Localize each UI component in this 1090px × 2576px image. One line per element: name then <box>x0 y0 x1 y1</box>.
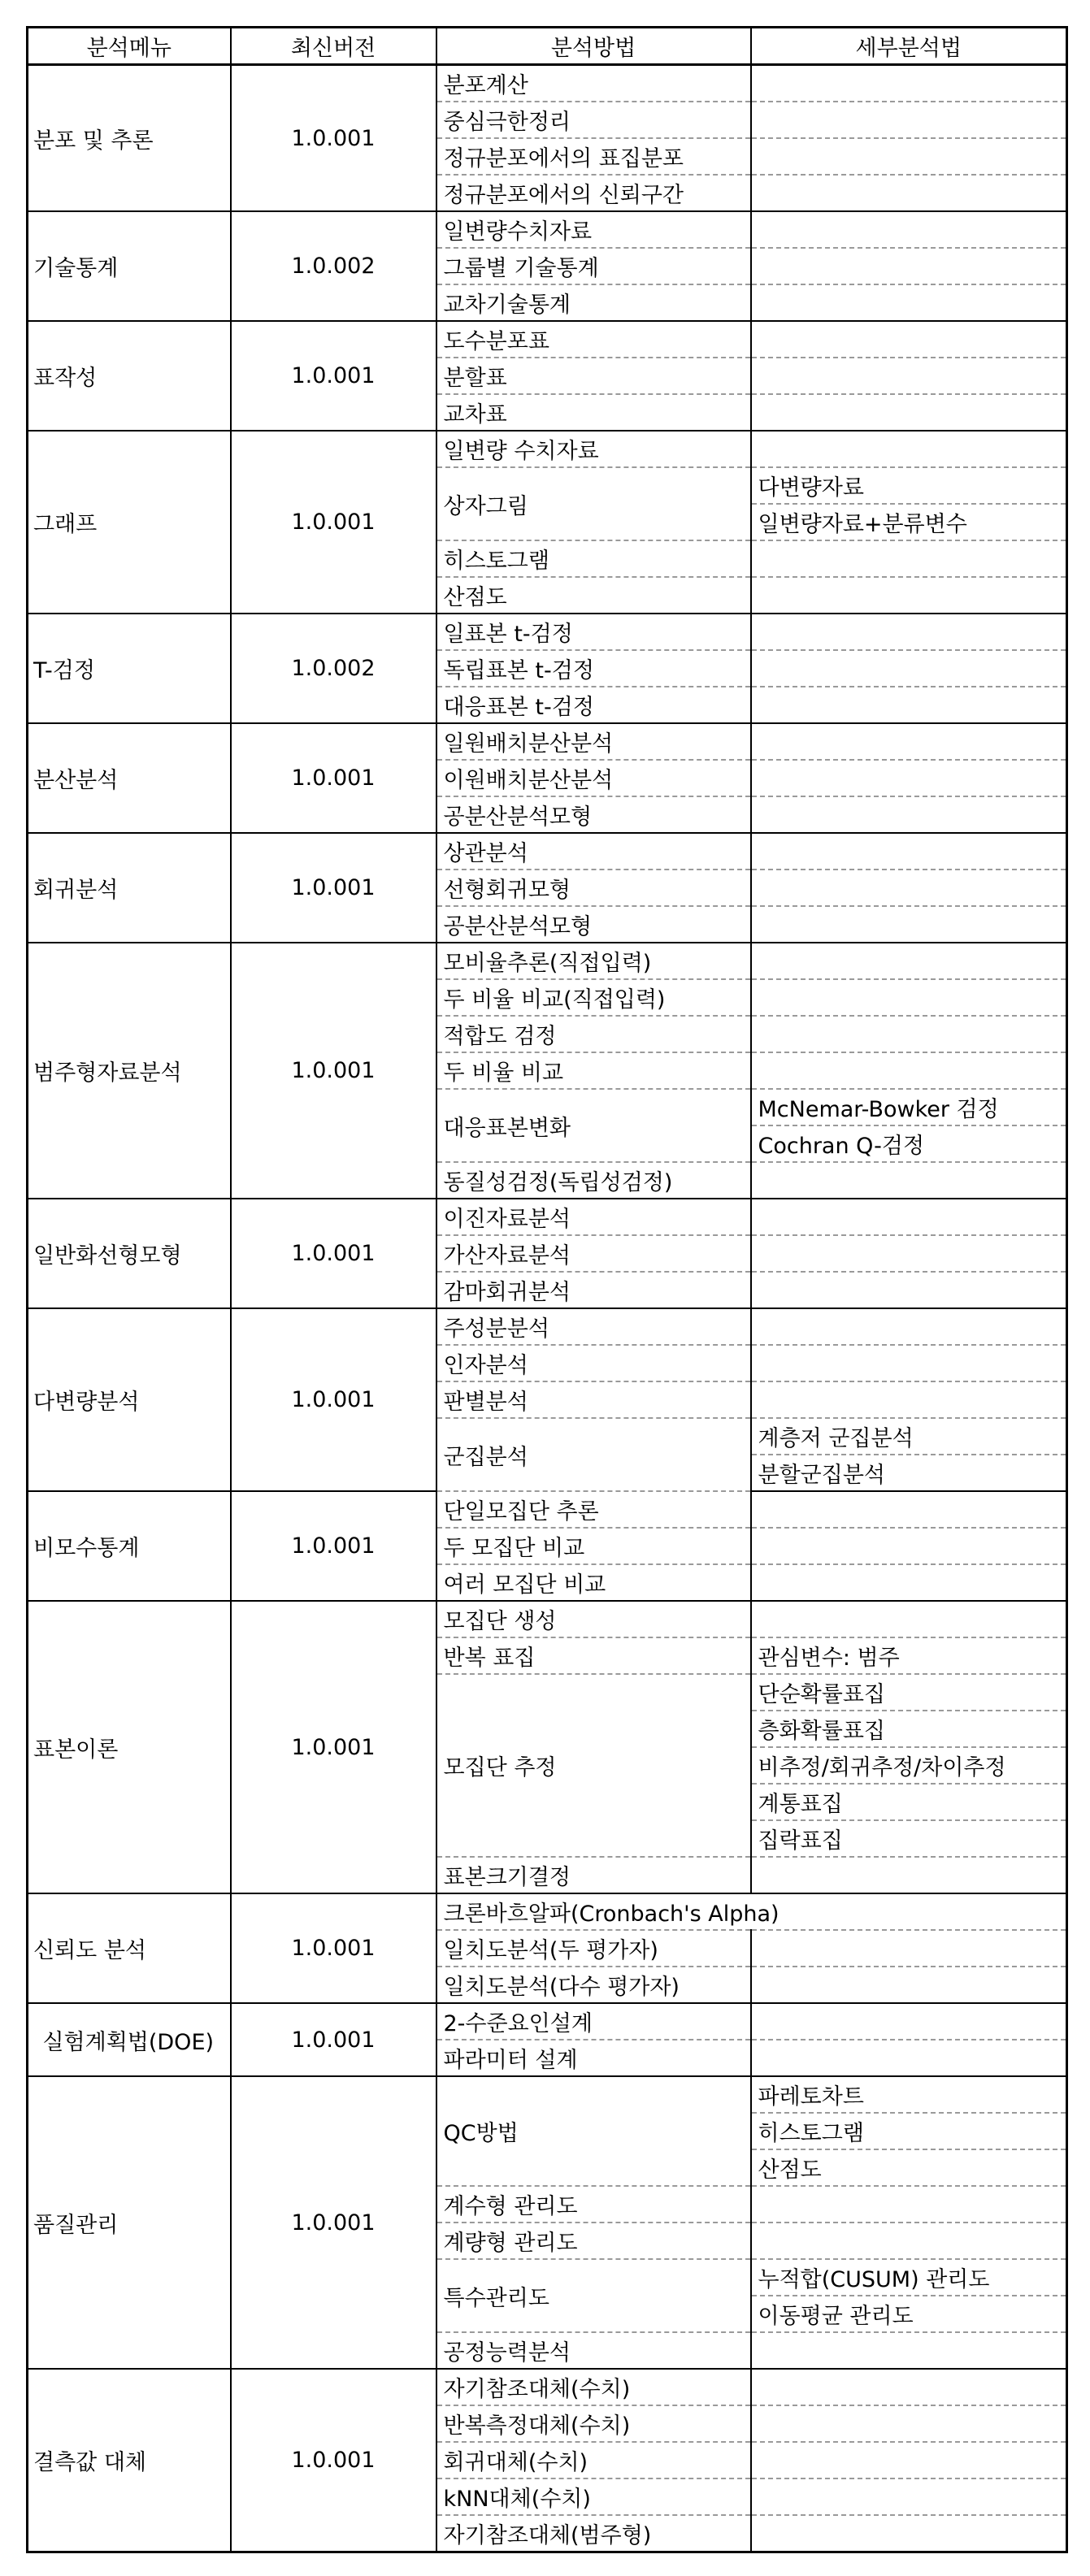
menu-name: 실험계획법(DOE) <box>28 2003 231 2076</box>
detail-method <box>751 2478 1067 2515</box>
detail-method <box>751 431 1067 467</box>
detail-method <box>751 2223 1067 2259</box>
detail-method <box>751 2442 1067 2478</box>
version: 1.0.001 <box>231 833 436 943</box>
detail-method: McNemar-Bowker 검정 <box>751 1089 1067 1125</box>
table-row <box>28 2076 1067 2113</box>
analysis-method: 인자분석 <box>436 1345 751 1381</box>
detail-method <box>751 540 1067 577</box>
analysis-method: 일치도분석(다수 평가자) <box>436 1967 751 2003</box>
analysis-method: 산점도 <box>436 577 751 614</box>
detail-method: 히스토그램 <box>751 2113 1067 2149</box>
detail-method <box>751 1308 1067 1345</box>
analysis-method: 반복 표집 <box>436 1637 751 1674</box>
detail-method: 단순확률표집 <box>751 1674 1067 1711</box>
header-version: 최신버전 <box>231 28 436 65</box>
table-row <box>28 431 1067 467</box>
header-method: 분석방법 <box>436 28 751 65</box>
table-body <box>28 65 1067 2552</box>
detail-method <box>751 614 1067 650</box>
detail-method <box>751 1162 1067 1199</box>
table-row <box>28 2003 1067 2040</box>
version: 1.0.001 <box>231 723 436 833</box>
detail-method <box>751 2003 1067 2040</box>
analysis-method: kNN대체(수치) <box>436 2478 751 2515</box>
analysis-method: 분포계산 <box>436 65 751 102</box>
analysis-method: 모비율추론(직접입력) <box>436 943 751 979</box>
detail-method <box>751 2515 1067 2552</box>
detail-method <box>751 1930 1067 1967</box>
version: 1.0.001 <box>231 431 436 614</box>
detail-method <box>751 65 1067 102</box>
detail-method <box>751 1016 1067 1052</box>
analysis-method: 공분산분석모형 <box>436 796 751 833</box>
analysis-method: 두 비율 비교(직접입력) <box>436 979 751 1016</box>
version: 1.0.001 <box>231 2076 436 2369</box>
detail-method <box>751 1235 1067 1272</box>
analysis-method: 계량형 관리도 <box>436 2223 751 2259</box>
menu-name: 분포 및 추론 <box>28 65 231 212</box>
menu-name: 분산분석 <box>28 723 231 833</box>
analysis-method: 여러 모집단 비교 <box>436 1564 751 1601</box>
analysis-method: 히스토그램 <box>436 540 751 577</box>
version: 1.0.001 <box>231 943 436 1199</box>
table-row <box>28 1893 1067 1930</box>
detail-method: 일변량자료+분류변수 <box>751 504 1067 540</box>
analysis-method: 크론바흐알파(Cronbach's Alpha) <box>436 1893 1067 1930</box>
analysis-method: 2-수준요인설계 <box>436 2003 751 2040</box>
detail-method <box>751 175 1067 211</box>
detail-method <box>751 1199 1067 1235</box>
detail-method: 집락표집 <box>751 1820 1067 1857</box>
version: 1.0.001 <box>231 1893 436 2003</box>
detail-method <box>751 1564 1067 1601</box>
analysis-method: 자기참조대체(수치) <box>436 2369 751 2405</box>
table-row <box>28 211 1067 248</box>
analysis-method: 중심극한정리 <box>436 102 751 138</box>
menu-name: 일반화선형모형 <box>28 1199 231 1308</box>
detail-method <box>751 577 1067 614</box>
menu-name: 신뢰도 분석 <box>28 1893 231 2003</box>
analysis-method: 교차표 <box>436 394 751 431</box>
detail-method: 분할군집분석 <box>751 1455 1067 1491</box>
detail-method: 누적합(CUSUM) 관리도 <box>751 2259 1067 2296</box>
detail-method <box>751 1052 1067 1089</box>
analysis-method: 대응표본 t-검정 <box>436 687 751 723</box>
analysis-method: 공분산분석모형 <box>436 906 751 943</box>
detail-method: 이동평균 관리도 <box>751 2296 1067 2332</box>
table-header-row <box>28 28 1067 65</box>
menu-name: 품질관리 <box>28 2076 231 2369</box>
detail-method <box>751 1528 1067 1564</box>
table-row <box>28 2369 1067 2405</box>
analysis-method: 파라미터 설계 <box>436 2040 751 2076</box>
menu-name: 기술통계 <box>28 211 231 321</box>
menu-name: 그래프 <box>28 431 231 614</box>
detail-method: 다변량자료 <box>751 467 1067 504</box>
menu-name: 비모수통계 <box>28 1491 231 1601</box>
header-menu: 분석메뉴 <box>28 28 231 65</box>
detail-method <box>751 2369 1067 2405</box>
detail-method <box>751 284 1067 321</box>
detail-method: 계통표집 <box>751 1784 1067 1820</box>
analysis-method: 공정능력분석 <box>436 2332 751 2369</box>
detail-method <box>751 2405 1067 2442</box>
detail-method <box>751 1345 1067 1381</box>
menu-name: 다변량분석 <box>28 1308 231 1491</box>
analysis-method: 동질성검정(독립성검정) <box>436 1162 751 1199</box>
detail-method: Cochran Q-검정 <box>751 1125 1067 1162</box>
detail-method <box>751 687 1067 723</box>
analysis-method: 이원배치분산분석 <box>436 760 751 796</box>
analysis-method: 일표본 t-검정 <box>436 614 751 650</box>
table-row <box>28 65 1067 102</box>
detail-method: 관심변수: 범주 <box>751 1637 1067 1674</box>
analysis-method: 군집분석 <box>436 1418 751 1491</box>
table-row <box>28 321 1067 358</box>
detail-method <box>751 1601 1067 1637</box>
analysis-method: 회귀대체(수치) <box>436 2442 751 2478</box>
analysis-method: QC방법 <box>436 2076 751 2186</box>
detail-method <box>751 211 1067 248</box>
detail-method <box>751 2186 1067 2223</box>
detail-method <box>751 2332 1067 2369</box>
version: 1.0.001 <box>231 1308 436 1491</box>
analysis-method: 일치도분석(두 평가자) <box>436 1930 751 1967</box>
detail-method <box>751 796 1067 833</box>
detail-method: 층화확률표집 <box>751 1711 1067 1747</box>
analysis-method: 단일모집단 추론 <box>436 1491 751 1528</box>
detail-method <box>751 723 1067 760</box>
analysis-method: 일원배치분산분석 <box>436 723 751 760</box>
analysis-method: 대응표본변화 <box>436 1089 751 1162</box>
analysis-method: 도수분포표 <box>436 321 751 358</box>
detail-method <box>751 870 1067 906</box>
analysis-method: 모집단 추정 <box>436 1674 751 1857</box>
detail-method <box>751 358 1067 394</box>
analysis-method: 일변량 수치자료 <box>436 431 751 467</box>
analysis-method: 상관분석 <box>436 833 751 870</box>
version: 1.0.001 <box>231 1601 436 1893</box>
analysis-method: 두 모집단 비교 <box>436 1528 751 1564</box>
detail-method <box>751 760 1067 796</box>
analysis-method: 정규분포에서의 신뢰구간 <box>436 175 751 211</box>
table-row <box>28 614 1067 650</box>
analysis-method: 그룹별 기술통계 <box>436 248 751 284</box>
table-row <box>28 1308 1067 1345</box>
menu-name: 회귀분석 <box>28 833 231 943</box>
detail-method: 산점도 <box>751 2149 1067 2186</box>
detail-method <box>751 138 1067 175</box>
analysis-method: 주성분분석 <box>436 1308 751 1345</box>
detail-method <box>751 833 1067 870</box>
detail-method <box>751 2040 1067 2076</box>
analysis-method: 반복측정대체(수치) <box>436 2405 751 2442</box>
analysis-method: 모집단 생성 <box>436 1601 751 1637</box>
analysis-menu-table <box>26 26 1068 2553</box>
detail-method <box>751 1491 1067 1528</box>
detail-method <box>751 1967 1067 2003</box>
version: 1.0.001 <box>231 65 436 212</box>
analysis-method: 판별분석 <box>436 1381 751 1418</box>
version: 1.0.002 <box>231 614 436 723</box>
table-row <box>28 723 1067 760</box>
detail-method: 파레토차트 <box>751 2076 1067 2113</box>
menu-name: 표작성 <box>28 321 231 431</box>
detail-method <box>751 906 1067 943</box>
analysis-method: 계수형 관리도 <box>436 2186 751 2223</box>
analysis-method: 특수관리도 <box>436 2259 751 2332</box>
version: 1.0.001 <box>231 2003 436 2076</box>
analysis-method: 가산자료분석 <box>436 1235 751 1272</box>
version: 1.0.001 <box>231 1491 436 1601</box>
version: 1.0.002 <box>231 211 436 321</box>
table-row <box>28 833 1067 870</box>
detail-method: 계층저 군집분석 <box>751 1418 1067 1455</box>
analysis-method: 선형회귀모형 <box>436 870 751 906</box>
detail-method: 비추정/회귀추정/차이추정 <box>751 1747 1067 1784</box>
table-row <box>28 1199 1067 1235</box>
detail-method <box>751 1857 1067 1893</box>
detail-method <box>751 394 1067 431</box>
detail-method <box>751 1381 1067 1418</box>
detail-method <box>751 248 1067 284</box>
detail-method <box>751 321 1067 358</box>
analysis-method: 두 비율 비교 <box>436 1052 751 1089</box>
analysis-method: 감마회귀분석 <box>436 1272 751 1308</box>
analysis-method: 독립표본 t-검정 <box>436 650 751 687</box>
table-row <box>28 1601 1067 1637</box>
analysis-method: 자기참조대체(범주형) <box>436 2515 751 2552</box>
menu-name: 표본이론 <box>28 1601 231 1893</box>
table-row <box>28 1491 1067 1528</box>
detail-method <box>751 943 1067 979</box>
version: 1.0.001 <box>231 321 436 431</box>
analysis-method: 정규분포에서의 표집분포 <box>436 138 751 175</box>
analysis-method: 분할표 <box>436 358 751 394</box>
detail-method <box>751 650 1067 687</box>
analysis-method: 일변량수치자료 <box>436 211 751 248</box>
menu-name: T-검정 <box>28 614 231 723</box>
header-detail: 세부분석법 <box>751 28 1067 65</box>
analysis-method: 적합도 검정 <box>436 1016 751 1052</box>
version: 1.0.001 <box>231 2369 436 2552</box>
version: 1.0.001 <box>231 1199 436 1308</box>
menu-name: 결측값 대체 <box>28 2369 231 2552</box>
analysis-method: 상자그림 <box>436 467 751 540</box>
analysis-method: 교차기술통계 <box>436 284 751 321</box>
detail-method <box>751 1272 1067 1308</box>
analysis-method: 이진자료분석 <box>436 1199 751 1235</box>
menu-name: 범주형자료분석 <box>28 943 231 1199</box>
detail-method <box>751 102 1067 138</box>
detail-method <box>751 979 1067 1016</box>
table-row <box>28 943 1067 979</box>
analysis-method: 표본크기결정 <box>436 1857 751 1893</box>
